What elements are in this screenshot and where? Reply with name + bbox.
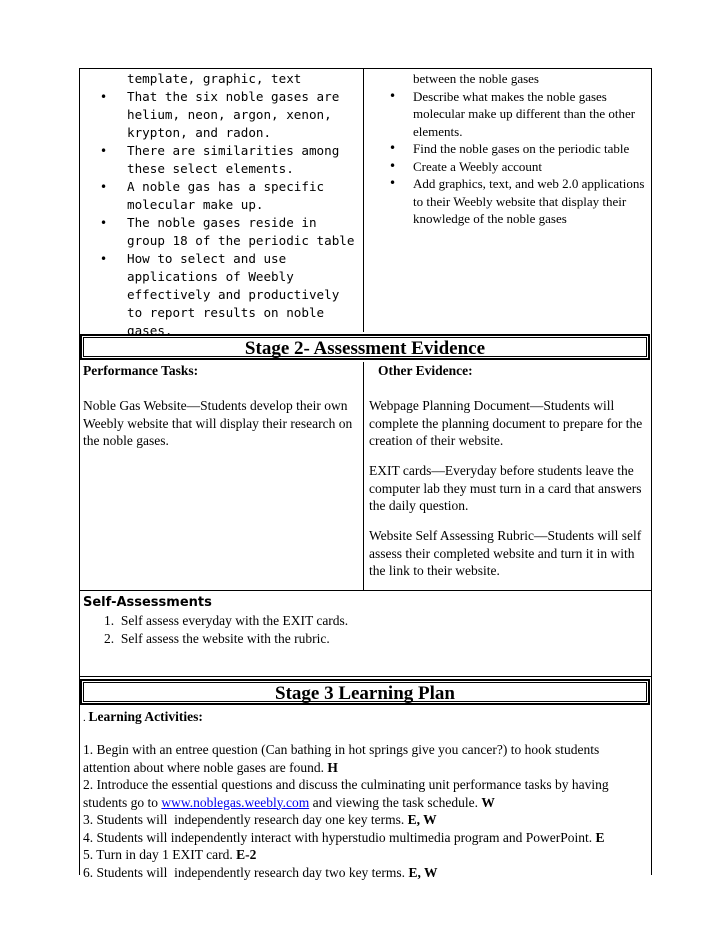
list-item: • There are similarities among these select elements. <box>80 142 360 178</box>
other-evidence-item: Website Self Assessing Rubric—Students will self assess their completed website and turn it in with the link to their website. <box>369 528 642 578</box>
table-top-border <box>79 68 652 69</box>
self-assess-bottom-border <box>79 676 652 677</box>
activity-text: 1. Begin with an entree question (Can bathing in hot springs give you cancer?) to hook students attention about where noble gases are found. <box>83 742 600 775</box>
activity-item <box>83 776 649 811</box>
learning-activities-heading: Learning Activities: <box>88 709 203 724</box>
activity-text: 2. Introduce the essential questions and discuss the culminating unit performance tasks by having students go to <box>83 777 609 810</box>
self-assessment-text: Self assess the website with the rubric. <box>120 631 330 646</box>
stage2-bottom-border <box>79 590 652 591</box>
activity-code: H <box>327 759 338 775</box>
activity-item <box>83 741 649 776</box>
activity-item <box>83 811 649 829</box>
stage3-title: Stage 3 Learning Plan <box>275 683 455 704</box>
activity-code: W <box>481 794 495 810</box>
learning-activities-list <box>83 741 649 881</box>
learning-targets-list <box>80 70 360 340</box>
activity-text: 6. Students will independently research day two key terms. <box>83 864 406 880</box>
list-continuation: template, graphic, text <box>127 71 302 86</box>
top-column-divider <box>363 68 364 332</box>
other-evidence-heading: Other Evidence: <box>378 363 473 378</box>
self-assessment-item: 1. Self assess everyday with the EXIT cards. <box>104 613 349 628</box>
skills-list <box>372 70 654 228</box>
list-item: • The noble gases reside in group 18 of the periodic table <box>80 214 360 250</box>
activity-item <box>83 864 649 882</box>
performance-tasks-heading: Performance Tasks: <box>83 363 199 378</box>
activity-item <box>83 846 649 864</box>
performance-tasks-text: Noble Gas Website—Students develop their own Weebly website that will display their research on the noble gases. <box>83 398 353 448</box>
list-item: • Find the noble gases on the periodic table <box>372 140 654 158</box>
list-item: • Describe what makes the noble gases molecular make up different than the other elements. <box>372 88 654 141</box>
list-continuation: between the noble gases <box>413 71 539 86</box>
other-evidence-item: Webpage Planning Document—Students will complete the planning document to prepare for the creation of their website. <box>369 398 643 448</box>
list-item: • How to select and use applications of Weebly effectively and productively to report results on noble gases. <box>80 250 360 340</box>
list-item: • Add graphics, text, and web 2.0 applications to their Weebly website that display their knowledge of the noble gases <box>372 175 654 228</box>
stage3-header <box>80 679 650 705</box>
noblegas-website-link[interactable]: www.noblegas.weebly.com <box>161 794 310 810</box>
activity-code: E-2 <box>236 847 257 862</box>
activity-code: E <box>595 829 605 845</box>
other-evidence-item: EXIT cards—Everyday before students leave the computer lab they must turn in a card that answers the daily question. <box>369 463 642 513</box>
activity-item <box>83 829 649 847</box>
activity-text: 5. Turn in day 1 EXIT card. <box>83 847 233 862</box>
activities-prefix: . <box>83 712 89 724</box>
self-assessment-item: 2. Self assess the website with the rubric. <box>104 631 330 646</box>
list-item: • Create a Weebly account <box>372 158 654 176</box>
stage2-header <box>80 334 650 360</box>
learning-activities-heading-row <box>83 708 203 728</box>
list-item: • That the six noble gases are helium, neon, argon, xenon, krypton, and radon. <box>80 88 360 142</box>
self-assessments-heading: Self-Assessments <box>83 595 212 610</box>
activity-code: E, W <box>407 812 437 827</box>
activity-text: and viewing the task schedule. <box>312 794 478 810</box>
activity-text: 3. Students will independently research day one key terms. <box>83 812 405 827</box>
activity-text: 4. Students will independently interact with hyperstudio multimedia program and PowerPoint. <box>83 829 593 845</box>
self-assessment-text: Self assess everyday with the EXIT cards. <box>120 613 349 628</box>
list-item: • A noble gas has a specific molecular make up. <box>80 178 360 214</box>
stage2-title: Stage 2- Assessment Evidence <box>244 338 486 359</box>
activity-code: E, W <box>408 864 438 880</box>
stage2-column-divider <box>363 362 364 590</box>
